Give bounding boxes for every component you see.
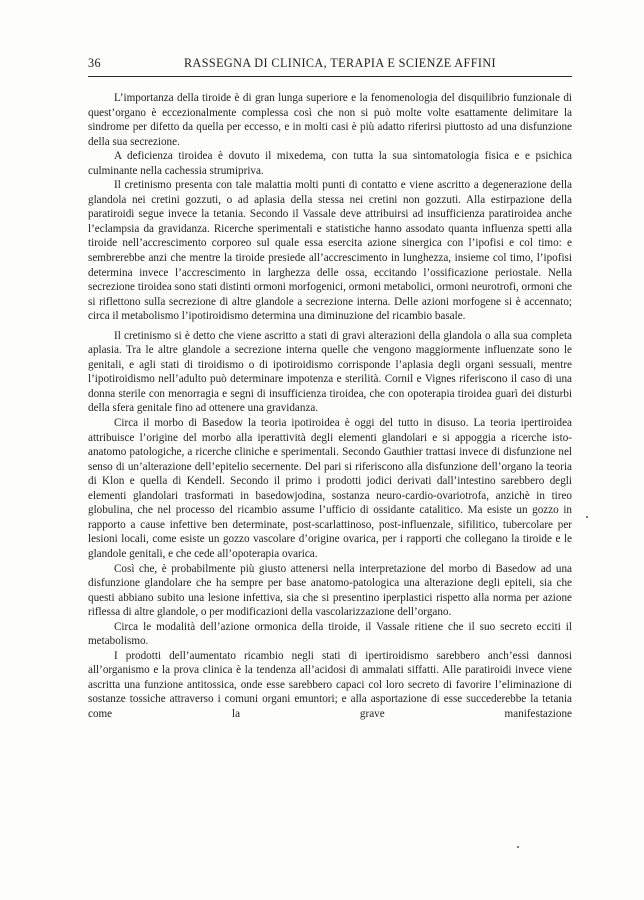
article-body xyxy=(88,91,572,722)
paragraph: Circa le modalità dell’azione ormonica della tiroide, il Vassale ritiene che il suo secreto ecciti il metabolismo. xyxy=(88,620,572,648)
print-speck xyxy=(517,846,519,848)
paragraph: Il cretinismo presenta con tale malattia molti punti di contatto e viene ascritto a degenerazione della glandola nei cretini gozzuti, o ad aplasia della stessa nei cretini non gozzuti. Alla estirpazione della paratiroidi segue invece la tetania. Secondo il Vassale deve attribuirsi ad insufficienza paratiroidea anche l’eclampsia da gravidanza. Ricerche sperimentali e statistiche hanno assodato quanta influenza spetti alla tiroide nell’accrescimento corporeo sul quale essa esercita azione sinergica con l’ipofisi e col timo: e sembrerebbe anzi che mentre la tiroide presiede all’accrescimento in lunghezza, insieme col timo, l’ipofisi determina invece l’accrescimento in larghezza delle ossa, eccitando l’ossificazione periostale. Nella secrezione tiroidea sono stati distinti ormoni morfogenici, ormoni metabolici, ormoni neurotrofi, ormoni che si riflettono sulla secrezione di altre glandole a secrezione interna. Delle azioni morfogene si è accennato; circa il metabolismo l’ipotiroidismo determina una diminuzione del ricambio basale. xyxy=(88,179,572,323)
running-header xyxy=(88,56,572,72)
paragraph: Così che, è probabilmente più giusto attenersi nella interpretazione del morbo di Basedow ad una disfunzione glandolare che ha sempre per base anatomo-patologica una alterazione degli epiteli, sia che questi abbiano subito una lesione infettiva, sia che si presentino iperplastici rispetto alla norma per azione riflessa di altre glandole, o per modificazioni della vascolarizzazione dell’organo. xyxy=(88,562,572,619)
header-rule xyxy=(88,76,572,77)
paragraph: Circa il morbo di Basedow la teoria ipotiroidea è oggi del tutto in disuso. La teoria ipertiroidea attribuisce l’origine del morbo alla iperattività degli elementi glandolari e si appoggia a ricerche isto-anatomo patologiche, a ricerche cliniche e sperimentali. Secondo Gauthier trattasi invece di disfunzione nel senso di un’alterazione dell’epitelio secernente. Del pari si riferiscono alla disfunzione dell’organo la teoria di Klon e quella di Kendell. Secondo il primo i prodotti jodici derivati dall’intestino sarebbero degli elementi glandolari trasformati in basedowjodina, sostanza neuro-cardio-ovariotrofa, anzichè in tireo globulina, che nel processo del ricambio assume l’ufficio di ossidante catalitico. Ma esiste un gozzo in rapporto a cause infettive ben determinate, post-scarlattinoso, post-influenzale, sifilitico, tubercolare per lesioni locali, come esiste un gozzo vascolare d’origine ovarica, per i rapporti che collegano la tiroide e le glandole genitali, e che cede all’opoterapia ovarica. xyxy=(88,417,572,560)
running-title: RASSEGNA DI CLINICA, TERAPIA E SCIENZE AFFINI xyxy=(184,56,496,70)
paragraph: Il cretinismo si è detto che viene ascritto a stati di gravi alterazioni della glandola o alla sua completa aplasia. Tra le altre glandole a secrezione interna quelle che vengono maggiormente influenzate sono le genitali, e agli stati di tiroidismo o di ipotiroidismo corrisponde l’aplasia degli organi sessuali, mentre l’ipotiroidismo nell’adulto può determinare impotenza e sterilità. Cornil e Vignes riferiscono il caso di una donna sterile con menorragia e segni di insufficienza tiroidea, che con opoterapia tiroidea guarì dei disturbi della sfera genitale fino ad ottenere una gravidanza. xyxy=(88,329,572,415)
paragraph: I prodotti dell’aumentato ricambio negli stati di ipertiroidismo sarebbero anch’essi dannosi all’organismo e la prova clinica è la tendenza all’acidosi di ammalati siffatti. Alle paratiroidi invece viene ascritta una funzione antitossica, onde esse sarebbero capaci col loro secreto di favorire l’eliminazione di sostanze tossiche attraverso i comuni organi emuntori; e alla asportazione di esse succederebbe la tetania come la grave manifestazione xyxy=(88,649,572,720)
page xyxy=(88,56,572,876)
paragraph: A deficienza tiroidea è dovuto il mixedema, con tutta la sua sintomatologia fisica e e psichica culminante nella cachessia strumipriva. xyxy=(88,150,572,177)
page-number: 36 xyxy=(88,56,101,70)
paragraph: L’importanza della tiroide è di gran lunga superiore e la fenomenologia del disquilibrio funzionale di quest’organo è eccezionalmente complessa così che non si può molte volte esattamente delimitare la sindrome per difetto da quella per eccesso, e in molti casi è più adatto riferirsi piuttosto ad una disfunzione della sua secrezione. xyxy=(88,92,572,148)
print-speck xyxy=(586,516,588,518)
